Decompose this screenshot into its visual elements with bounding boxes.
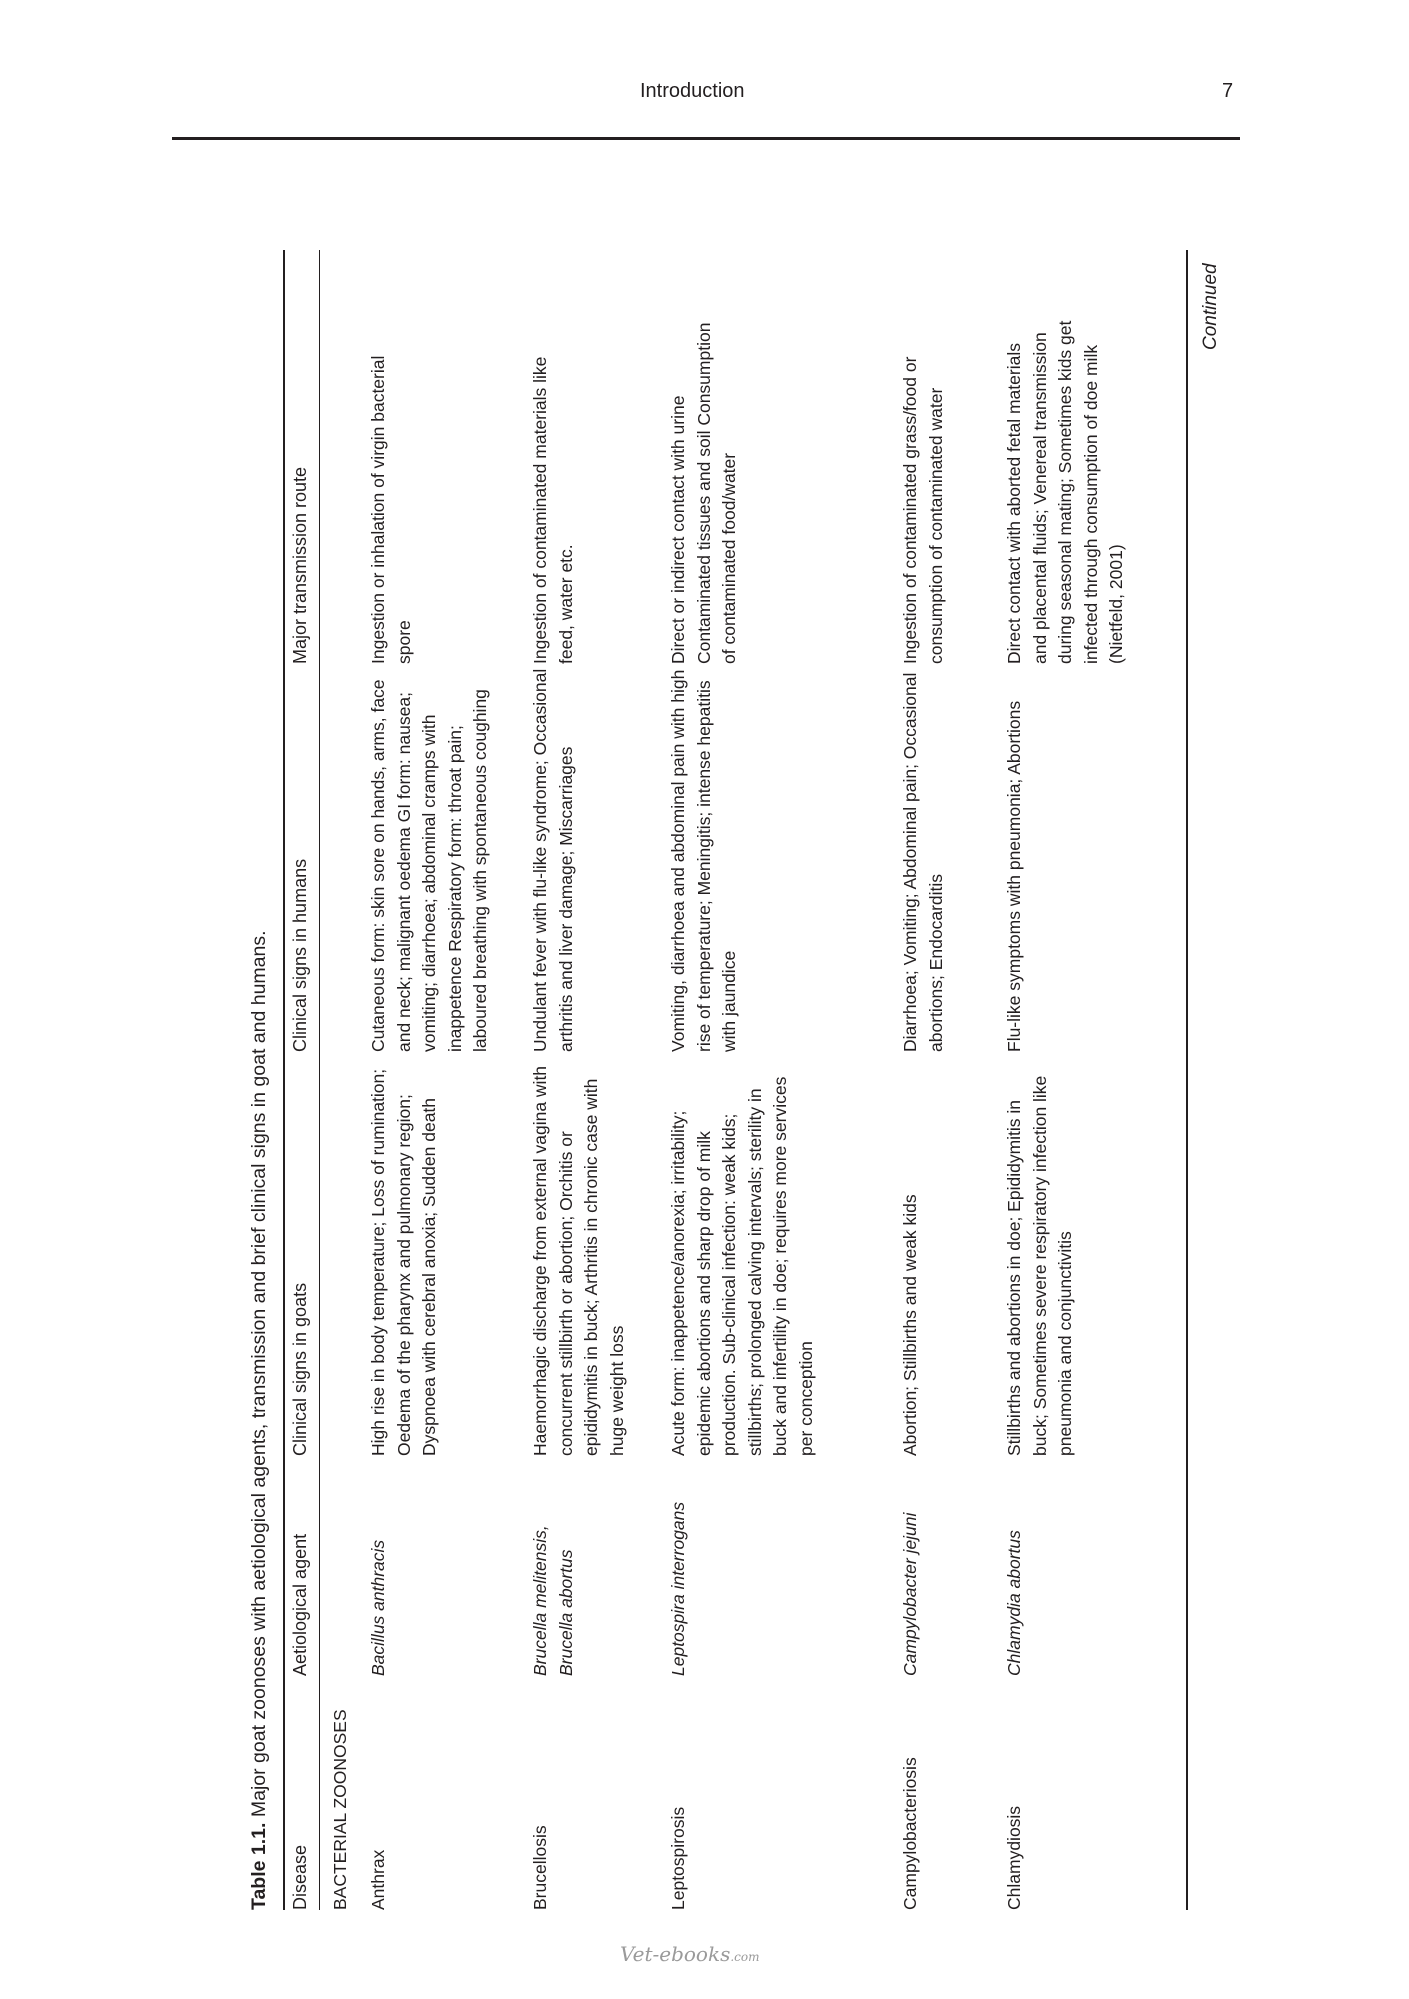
row-anthrax-route: Ingestion or inhalation of virgin bacterial spore: [368, 355, 414, 664]
col-header-goats: Clinical signs in goats: [290, 1282, 310, 1456]
row-brucellosis-agent: Brucella melitensis, Brucella abortus: [530, 1525, 576, 1676]
col-header-humans: Clinical signs in humans: [290, 858, 310, 1052]
row-chlamydiosis-agent: Chlamydia abortus: [1004, 1530, 1024, 1676]
row-campylobacteriosis-route: Ingestion of contaminated grass/food or consumption of contaminated water: [900, 356, 946, 664]
row-anthrax-humans: Cutaneous form: skin sore on hands, arms, face and neck; malignant oedema GI form: nausea; vomiting; diarrhoea; abdominal cramps with inappetence Respiratory form: throat pain; laboured breathing with spontaneous coughing: [368, 679, 490, 1052]
row-chlamydiosis-route: Direct contact with aborted fetal materials and placental fluids; Venereal transmission during seasonal mating; Sometimes kids get infected through consumption of doe milk (Nietfeld, 2001): [1004, 320, 1126, 664]
row-brucellosis-route: Ingestion of contaminated materials like feed, water etc.: [530, 356, 576, 664]
watermark: [620, 1942, 759, 1966]
watermark-site: .com: [730, 1950, 760, 1964]
row-campylobacteriosis-humans: Diarrhoea; Vomiting; Abdominal pain; Occasional abortions; Endocarditis: [900, 672, 946, 1052]
header-rule: [172, 137, 1240, 140]
table-caption: [248, 250, 271, 1910]
table-caption-text: Major goat zoonoses with aetiological agents, transmission and brief clinical signs in goat and humans.: [248, 930, 270, 1818]
section-title: BACTERIAL ZOONOSES: [330, 1709, 350, 1910]
table-label: Table 1.1.: [248, 1822, 270, 1910]
header-rule-bottom: [319, 250, 320, 1910]
row-chlamydiosis-goats: Stillbirths and abortions in doe; Epididymitis in buck; Sometimes severe respiratory infection like pneumonia and conjunctivitis: [1004, 1075, 1075, 1456]
row-anthrax-disease: Anthrax: [368, 1849, 388, 1910]
watermark-text: Vet-ebooks: [620, 1942, 731, 1966]
row-campylobacteriosis-goats: Abortion; Stillbirths and weak kids: [900, 1194, 920, 1456]
row-leptospirosis-humans: Vomiting, diarrhoea and abdominal pain with high rise of temperature; Meningitis; intense hepatitis with jaundice: [668, 669, 739, 1052]
row-brucellosis-humans: Undulant fever with flu-like syndrome; Occasional arthritis and liver damage; Miscarriages: [530, 668, 576, 1052]
col-header-route: Major transmission route: [290, 466, 310, 664]
row-leptospirosis-route: Direct or indirect contact with urine Contaminated tissues and soil Consumption of contaminated food/water: [668, 322, 739, 664]
row-brucellosis-goats: Haemorrhagic discharge from external vagina with concurrent stillbirth or abortion; Orchitis or epididymitis in buck; Arthritis in chronic case with huge weight loss: [530, 1065, 627, 1456]
col-header-agent: Aetiological agent: [290, 1533, 310, 1676]
continued-note: Continued: [1200, 263, 1221, 350]
row-campylobacteriosis-agent: Campylobacter jejuni: [900, 1512, 920, 1676]
running-head: [0, 80, 1409, 110]
row-leptospirosis-goats: Acute form: inappetence/anorexia; irritability; epidemic abortions and sharp drop of milk production. Sub-clinical infection: weak kids; stillbirths; prolonged calving intervals; sterility in buck and infertility in doe; requires more services per conception: [668, 1076, 816, 1456]
row-chlamydiosis-disease: Chlamydiosis: [1004, 1805, 1024, 1910]
row-anthrax-agent: Bacillus anthracis: [368, 1539, 388, 1676]
row-chlamydiosis-humans: Flu-like symptoms with pneumonia; Abortions: [1004, 700, 1024, 1052]
chapter-title: Introduction: [640, 80, 745, 102]
table-bottom-rule: [1186, 250, 1188, 1910]
page-number: 7: [1222, 80, 1234, 102]
col-header-disease: Disease: [290, 1844, 310, 1910]
row-brucellosis-disease: Brucellosis: [530, 1825, 550, 1910]
rotated-table: [208, 250, 1221, 1910]
row-campylobacteriosis-disease: Campylobacteriosis: [900, 1757, 920, 1910]
row-leptospirosis-agent: Leptospira interrogans: [668, 1501, 688, 1676]
row-anthrax-goats: High rise in body temperature; Loss of rumination; Oedema of the pharynx and pulmonary region; Dyspnoea with cerebral anoxia; Sudden death: [368, 1068, 439, 1456]
row-leptospirosis-disease: Leptospirosis: [668, 1806, 688, 1910]
table-top-rule: [283, 250, 285, 1910]
